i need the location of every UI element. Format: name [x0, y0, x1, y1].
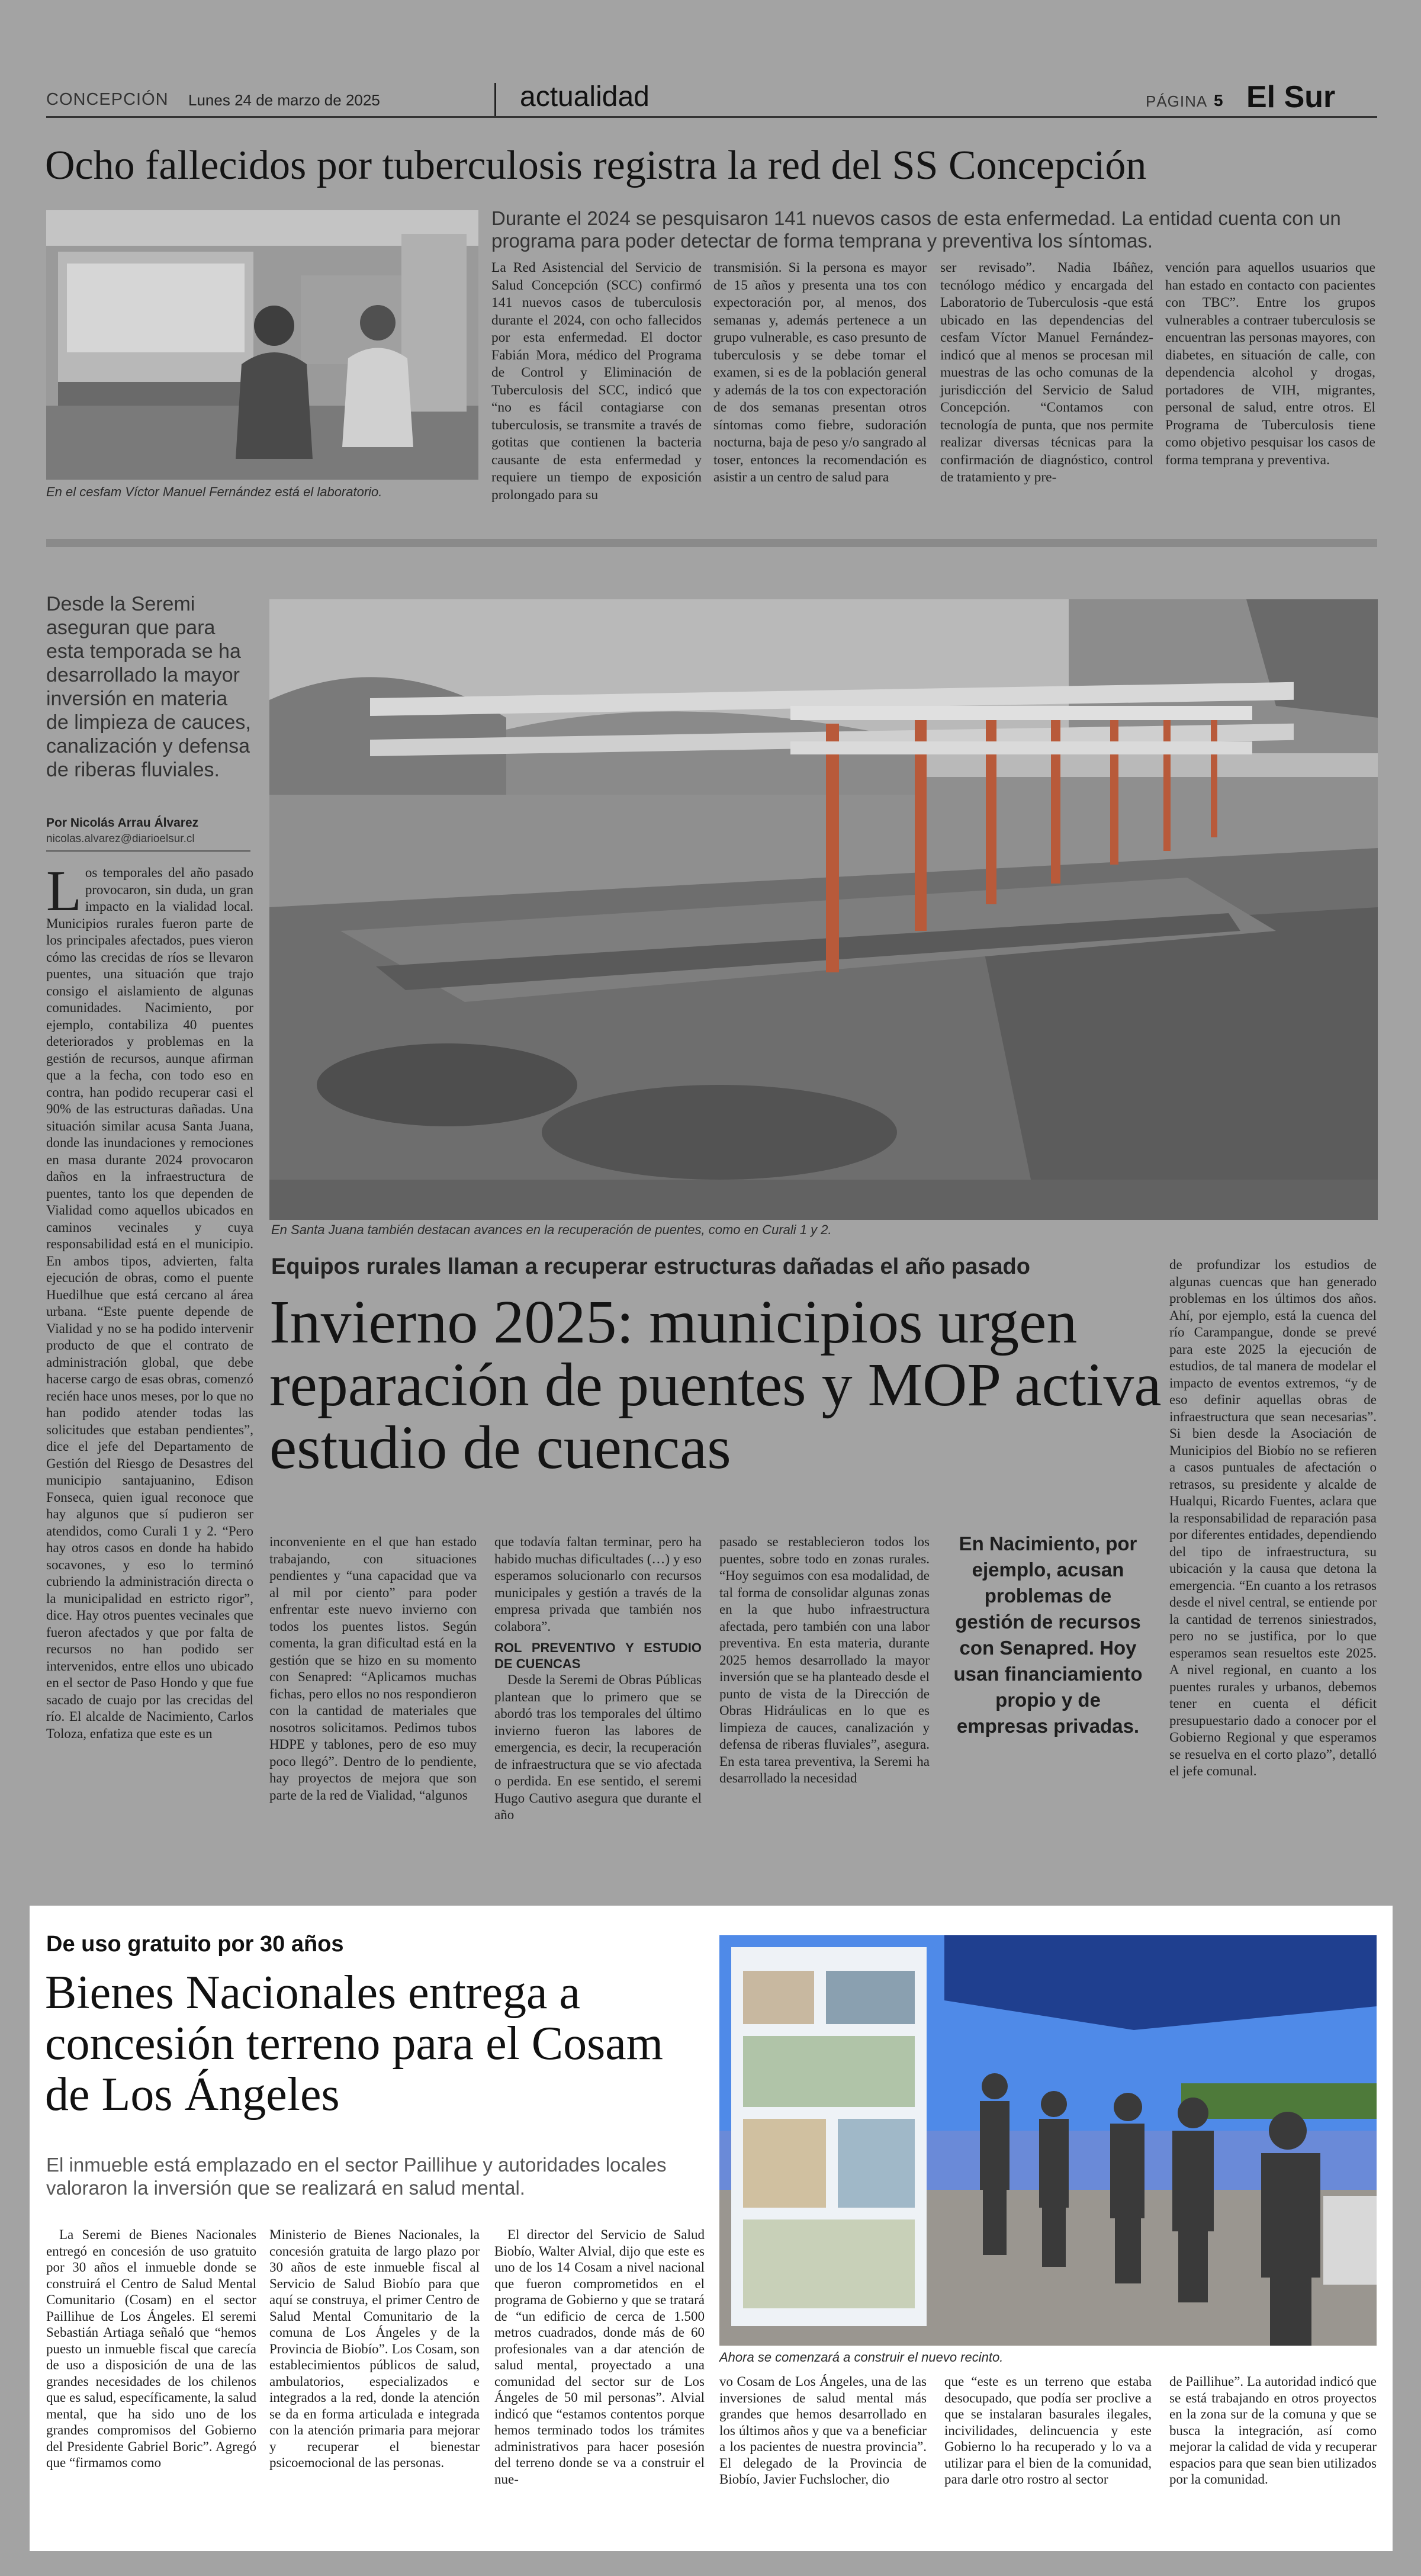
article2-pull-quote: En Nacimiento, por ejemplo, acusan problemas de gestión de recursos con Senapred. Hoy usan financiamiento propio y de empresas privadas. [953, 1533, 1143, 1737]
lab-photo [46, 210, 478, 480]
lab-illustration [46, 210, 478, 480]
article2-sidebar-quote: Desde la Seremi aseguran que para esta temporada se ha desarrollado la mayor inversión en materia de limpieza de cauces, canalización y defensa de riberas fluviales. [46, 593, 251, 781]
article3-col2 [269, 2227, 480, 2471]
article3-col6-text: de Paillihue”. La autoridad indicó que se está trabajando en otros proyectos en la zona sur de la comuna y que se busca la integración, así como mejorar la calidad de vida y recuperar espacios para que sean bien utilizados por la comunidad. [1169, 2374, 1377, 2487]
article2-caption: En Santa Juana también destacan avances en la recuperación de puentes, como en Curali 1 y 2. [271, 1222, 832, 1237]
article2-right-text: de profundizar los estudios de algunas cuencas que han generado problemas en los últimos dos años. Ahí, por ejemplo, está la cuenca del río Carampangue, donde se prevé para este 2025 la ejecución de estudios, de tal manera de modelar el impacto de eventos extremos, “y de eso definir aquellas obras de infraestructura que sean necesarias”. Si bien desde la Asociación de Municipios del Biobío no se refieren a casos puntuales de afectación o retrasos, su presidente y alcalde de Hualqui, Ricardo Fuentes, aclara que la responsabilidad de reparación pasa por diferentes entidades, dependiendo del tipo de infraestructura, su ubicación y la causa que detona la emergencia. “En cuanto a los retrasos desde el nivel central, se entiende por la cantidad de terrenos siniestrados, pero no se justifica, por lo que esperamos sean resueltos este 2025. A nivel regional, en cuanto a los puentes rurales y urbanos, debemos tener en cuenta el déficit presupuestario dado a conocer por el Gobierno Regional y que esperamos se resuelva en el corto plazo”, detalló el jefe comunal. [1169, 1257, 1377, 1778]
article1-caption: En el cesfam Víctor Manuel Fernández está el laboratorio. [46, 484, 382, 499]
article2-col2 [269, 1534, 477, 1804]
article3-kicker: De uso gratuito por 30 años [46, 1932, 344, 1957]
article3-col1 [46, 2227, 256, 2471]
article3-col1-text: La Seremi de Bienes Nacionales entregó en concesión de uso gratuito por 30 años el inmueble donde se construirá el Centro de Salud Mental Comunitario (Cosam) en el sector Paillihue de Los Ángeles. El seremi Sebastián Artiaga señaló que “hemos puesto un inmueble fiscal que carecía de uso a disposición de una de las grandes necesidades de los chilenos que es salud, específicamente, la salud mental, que ha sido uno de los grandes compromisos del Gobierno del Presidente Gabriel Boric”. Agregó que “firmamos como [46, 2227, 256, 2470]
section-city: CONCEPCIÓN [46, 90, 169, 109]
header-divider [494, 83, 496, 116]
article3-col4-text: vo Cosam de Los Ángeles, una de las inversiones de salud mental más grandes que hemos desarrollado en los últimos años y que va a beneficiar a los pacientes de nuestra provincia”. El delegado de la Provincia de Biobío, Javier Fuchslocher, dio [719, 2374, 927, 2487]
page-label: PÁGINA [1146, 92, 1208, 110]
article2-col4-text: pasado se restablecieron todos los puentes, sobre todo en zonas rurales. “Hoy seguimos con esa modalidad, de tal forma de consolidar algunas zonas en la que hubo infraestructura afectada, pero también con una labor preventiva. En esta materia, durante 2025 hemos desarrollado la mayor inversión que se ha planteado desde el punto de vista de la Dirección de Obras Hidráulicas en lo que es limpieza de cauces, canalización y defensa de riberas fluviales”, asegura. En esta tarea preventiva, la Seremi ha desarrollado la necesidad [719, 1534, 930, 1785]
article2-col3 [494, 1534, 702, 1824]
article3-col4 [719, 2373, 927, 2488]
cosam-illustration [719, 1935, 1377, 2346]
article1-col4 [1165, 259, 1375, 469]
article3-col5 [944, 2373, 1152, 2488]
article1-col1 [491, 259, 702, 504]
article3-lead: El inmueble está emplazado en el sector Paillihue y autoridades locales valoraron la inversión que se realizará en salud mental. [46, 2154, 667, 2199]
article3-title: Bienes Nacionales entrega a concesión terreno para el Cosam de Los Ángeles [45, 1967, 664, 2121]
cosam-photo [719, 1935, 1377, 2346]
article1-col3 [940, 259, 1153, 487]
article2-title: Invierno 2025: municipios urgen reparación de puentes y MOP activa estudio de cuencas [269, 1288, 1162, 1482]
article2-left-column [46, 859, 253, 1742]
page-number: 5 [1214, 91, 1223, 110]
brand-logo: El Sur [1246, 80, 1336, 114]
bridge-illustration [269, 599, 1378, 1220]
article1-title: Ocho fallecidos por tuberculosis registra la red del SS Concepción [45, 143, 1147, 188]
header-rule [46, 116, 1377, 118]
article2-subhead: ROL PREVENTIVO Y ESTUDIO DE CUENCAS [494, 1640, 702, 1671]
article1-col3-text: ser revisado”. Nadia Ibáñez, tecnólogo médico y encargada del Laboratorio de Tuberculosis -que está ubicado en las dependencias del cesfam Víctor Manuel Fernández- indicó que al menos se procesan mil muestras de las ocho comunas de la jurisdicción del Servicio de Salud Concepción. “Contamos con tecnología de punta, que nos permite realizar diversas técnicas para la confirmación de diagnóstico, control de tratamiento y pre- [940, 260, 1153, 485]
article3-col5-text: que “este es un terreno que estaba desocupado, que podía ser proclive a que se instalaran basurales ilegales, incivilidades, delincuencia y este Gobierno lo ha recuperado y lo va a utilizar para el bien de la comunidad, para darle otro rostro al sector [944, 2374, 1152, 2487]
bridge-photo [269, 599, 1378, 1220]
article3-col3 [494, 2227, 705, 2487]
article2-email: nicolas.alvarez@diarioelsur.cl [46, 833, 195, 845]
article2-left-text: os temporales del año pasado provocaron, sin duda, un gran impacto en la vialidad local. Municipios rurales fueron parte de los principales afectados, pues vieron cómo las crecidas de ríos se llevaron puentes, una situación que trajo consigo el aislamiento de algunas comunidades. Nacimiento, por ejemplo, contabiliza 40 puentes deteriorados y problemas en la gestión de recursos, aunque afirman que a la fecha, con todo eso en contra, han podido recuperar casi el 90% de las estructuras dañadas. Una situación similar acusa Santa Juana, donde las inundaciones y remociones en masa durante 2024 provocaron daños en la infraestructura de puentes, tanto los que dependen de Vialidad como aquellos ubicados en caminos vecinales y cuya responsabilidad está en el municipio. En ambos tipos, advierten, falta ejecución de obras, como el puente Huedilhue que está cercano al área urbana. “Este puente depende de Vialidad y no se ha podido intervenir producto de que el contrato de administración global, que debe hacerse cargo de esas obras, comenzó recién hace unos meses, por lo que no han podido atender todas las solicitudes que estaban pendientes”, dice el jefe del Departamento de Gestión del Riesgo de Desastres del municipio santajuanino, Edison Fonseca, quien igual reconoce que hay algunos que sí pudieron ser atendidos, como Curali 1 y 2. “Pero hay otros casos en donde ha habido socavones, y eso lo terminó cubriendo la administración directa o la municipalidad en estricto rigor”, dice. Hay otros puentes vecinales que fueron afectados y que por falta de recursos no han podido ser intervenidos, entre ellos uno ubicado en el sector de Paso Hondo y que fue sacado de cuajo por las crecidas del río. El alcalde de Nacimiento, Carlos Toloza, enfatiza que este es un [46, 865, 253, 1741]
article1-col2-text: transmisión. Si la persona es mayor de 15 años y presenta una tos con expectoración por, al menos, dos semanas y, además pertenece a un grupo vulnerable, es caso presunto de tuberculosis y se debe tomar el examen, si es de la población general y además de la tos con expectoración de dos semanas presentan otros síntomas como fiebre, sudoración nocturna, baja de peso y/o sangrado al toser, entonces la recomendación es asistir a un centro de salud para [713, 260, 927, 485]
issue-date: Lunes 24 de marzo de 2025 [188, 91, 380, 109]
article2-kicker: Equipos rurales llaman a recuperar estructuras dañadas el año pasado [271, 1254, 1030, 1279]
byline-rule [46, 850, 250, 852]
section-name: actualidad [520, 81, 650, 113]
article2-col4 [719, 1534, 930, 1787]
article3-col3-text: El director del Servicio de Salud Biobío, Walter Alvial, dijo que este es uno de los 14 Cosam a nivel nacional que fueron comprometidos en el programa de Gobierno y que se tratará de “un edificio de cerca de 1.500 metros cuadrados, donde más de 60 profesionales van a dar atención de salud mental, proyectado a una comunidad del sector sur de Los Ángeles de 50 mil personas”. Alvial indicó que “estamos contentos porque hemos terminado todos los trámites administrativos para hacer posesión del terreno donde se va a construir el nue- [494, 2227, 705, 2487]
article3-col2-text: Ministerio de Bienes Nacionales, la concesión gratuita de largo plazo por 30 años de este inmueble fiscal al Servicio de Salud Biobío para que aquí se construya, el primer Centro de Salud Mental Comunitario de la comuna de Los Ángeles y de la Provincia de Biobío”. Los Cosam, son establecimientos públicos de salud, ambulatorios, especializados e integrados a la red, donde la atención se da en forma articulada e integrada con la atención primaria para mejorar y recuperar el bienestar psicoemocional de las personas. [269, 2227, 480, 2470]
section-divider-1 [46, 539, 1377, 547]
article1-col4-text: vención para aquellos usuarios que han estado en contacto con pacientes con TBC”. Entre los grupos vulnerables a contraer tuberculosis se encuentran las personas mayores, con diabetes, en situación de calle, con dependencia alcohol y drogas, portadores de VIH, migrantes, personal de salud, entre otros. El Programa de Tuberculosis tiene como objetivo pesquisar los casos de forma temprana y preventiva. [1165, 260, 1375, 468]
article2-right-column [1169, 1257, 1377, 1780]
article3-caption: Ahora se comenzará a construir el nuevo recinto. [719, 2350, 1004, 2365]
article2-byline: Por Nicolás Arrau Álvarez [46, 816, 199, 830]
article2-col2-text: inconveniente en el que han estado trabajando, con situaciones pendientes y “una capacidad que va al mil por ciento” para poder enfrentar este nuevo invierno con todos los puentes listos. Según comenta, la gran dificultad está en la gestión que se hizo en su momento con Senapred: “Aplicamos muchas fichas, pero ellos no nos respondieron con la cantidad de materiales que nosotros solicitamos. Pedimos tubos HDPE y tablones, pero de eso muy poco llegó”. Dentro de lo pendiente, hay proyectos de mejora que son parte de la red de Vialidad, “algunos [269, 1534, 477, 1803]
article1-col2 [713, 259, 927, 487]
article1-lead: Durante el 2024 se pesquisaron 141 nuevos casos de esta enfermedad. La entidad cuenta con un programa para poder detectar de forma temprana y preventiva los síntomas. [491, 207, 1341, 252]
article2-col3b-text: Desde la Seremi de Obras Públicas plantean que lo primero que se abordó tras los temporales del último invierno fueron las labores de emergencia, es decir, la recuperación de infraestructura que se vio afectada o perdida. En ese sentido, el seremi Hugo Cautivo asegura que durante el año [494, 1672, 702, 1822]
article1-col1-text: La Red Asistencial del Servicio de Salud Concepción (SCC) confirmó 141 nuevos casos de tuberculosis durante el 2024, con ocho fallecidos por esta enfermedad. El doctor Fabián Mora, médico del Programa de Control y Eliminación de Tuberculosis del SCC, indicó que “no es fácil contagiarse con tuberculosis, se transmite a través de gotitas que contienen la bacteria causante de esta enfermedad y requiere un tiempo de exposición prolongado para su [491, 260, 702, 503]
article2-col3a-text: que todavía faltan terminar, pero ha habido muchas dificultades (…) y eso esperamos solucionarlo con recursos municipales y gestión a través de la empresa privada que también nos colabora”. [494, 1534, 702, 1634]
dropcap: L [46, 859, 82, 923]
article3-col6 [1169, 2373, 1377, 2488]
